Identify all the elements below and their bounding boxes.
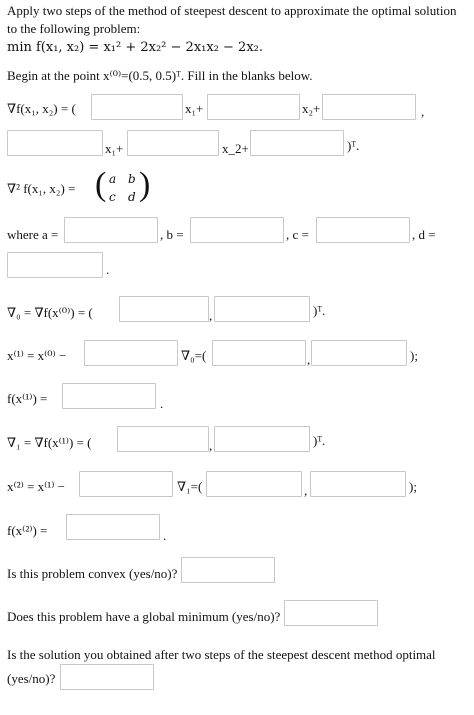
grad1-first-input[interactable] [117,426,209,452]
hessian-c-input[interactable] [316,217,410,243]
fx1-period: . [160,396,164,411]
intro-line-2: to the following problem: [7,21,141,36]
gradient-coef-x2-second[interactable] [127,130,219,156]
x2-second-input[interactable] [310,471,406,497]
hessian-label: ∇² f(x₁, x₂) = [7,181,76,196]
grad1-close: )ᵀ. [313,433,326,448]
x1-first-input[interactable] [212,340,306,366]
grad1-second-input[interactable] [214,426,310,452]
hessian-d: d [128,190,136,204]
gradient-coef-x1-second[interactable] [7,130,103,156]
hessian-d-input[interactable] [7,252,103,278]
x2-comma: , [304,483,308,498]
fx2-period: . [163,528,167,543]
nabla1-label: ∇₁=( [177,479,203,494]
hessian-b: b [128,172,136,186]
step-size-2-input[interactable] [79,471,173,497]
gradient-comma: , [421,104,425,119]
gradient-const-second[interactable] [250,130,344,156]
fx2-label: f(x⁽²⁾) = [7,523,48,538]
gradient-x2-plus-label: x₂+ [302,101,321,116]
gradient-x1-plus-label-2: x₁+ [105,141,124,156]
question-optimal-line-1: Is the solution you obtained after two steps of the steepest descent method optimal [7,647,436,662]
hessian-left-paren: ( [95,166,107,203]
starting-point-text: Begin at the point x⁽⁰⁾=(0.5, 0.5)ᵀ. Fill in the blanks below. [7,68,313,83]
x2-first-input[interactable] [206,471,302,497]
gradient-label: ∇f(x₁, x₂) = ( [7,101,76,116]
x1-close: ); [410,348,418,363]
objective-function: min f(x₁, x₂) = x₁² + 2x₂² − 2x₁x₂ − 2x₂. [7,40,264,55]
gradient-close: )ᵀ. [347,138,360,153]
question-convex: Is this problem convex (yes/no)? [7,566,178,581]
grad1-comma: , [209,438,213,453]
intro-line-1: Apply two steps of the method of steepest descent to approximate the optimal solution [7,3,457,18]
global-minimum-answer-input[interactable] [284,600,378,626]
b-label: , b = [160,227,184,242]
x2-close: ); [409,479,417,494]
fx2-input[interactable] [66,514,160,540]
fx1-label: f(x⁽¹⁾) = [7,391,48,406]
gradient-coef-x1-first[interactable] [91,94,183,120]
grad0-comma: , [209,308,213,323]
grad0-label: ∇₀ = ∇f(x⁽⁰⁾) = ( [7,305,93,320]
gradient-coef-x2-first[interactable] [207,94,300,120]
nabla0-label: ∇₀=( [181,348,207,363]
gradient-x2-plus-label-2: x_2+ [222,141,249,156]
x1-comma: , [307,352,311,367]
optimal-answer-input[interactable] [60,664,154,690]
question-global-minimum: Does this problem have a global minimum (yes/no)? [7,609,281,624]
hessian-a: a [109,172,117,186]
d-label: , d = [412,227,436,242]
c-label: , c = [286,227,309,242]
grad1-label: ∇₁ = ∇f(x⁽¹⁾) = ( [7,435,92,450]
grad0-close: )ᵀ. [313,303,326,318]
hessian-right-paren: ) [139,166,151,203]
gradient-x1-plus-label: x₁+ [185,101,204,116]
question-optimal-line-2: (yes/no)? [7,671,56,686]
hessian-a-input[interactable] [64,217,158,243]
x1-update-label: x⁽¹⁾ = x⁽⁰⁾ − [7,348,67,363]
x2-update-label: x⁽²⁾ = x⁽¹⁾ − [7,479,65,494]
hessian-period: . [106,262,110,277]
grad0-first-input[interactable] [119,296,209,322]
hessian-b-input[interactable] [190,217,284,243]
grad0-second-input[interactable] [214,296,310,322]
x1-second-input[interactable] [311,340,407,366]
convex-answer-input[interactable] [181,557,275,583]
step-size-1-input[interactable] [84,340,178,366]
gradient-const-first[interactable] [322,94,416,120]
where-a-label: where a = [7,227,59,242]
fx1-input[interactable] [62,383,156,409]
hessian-c: c [109,190,116,204]
